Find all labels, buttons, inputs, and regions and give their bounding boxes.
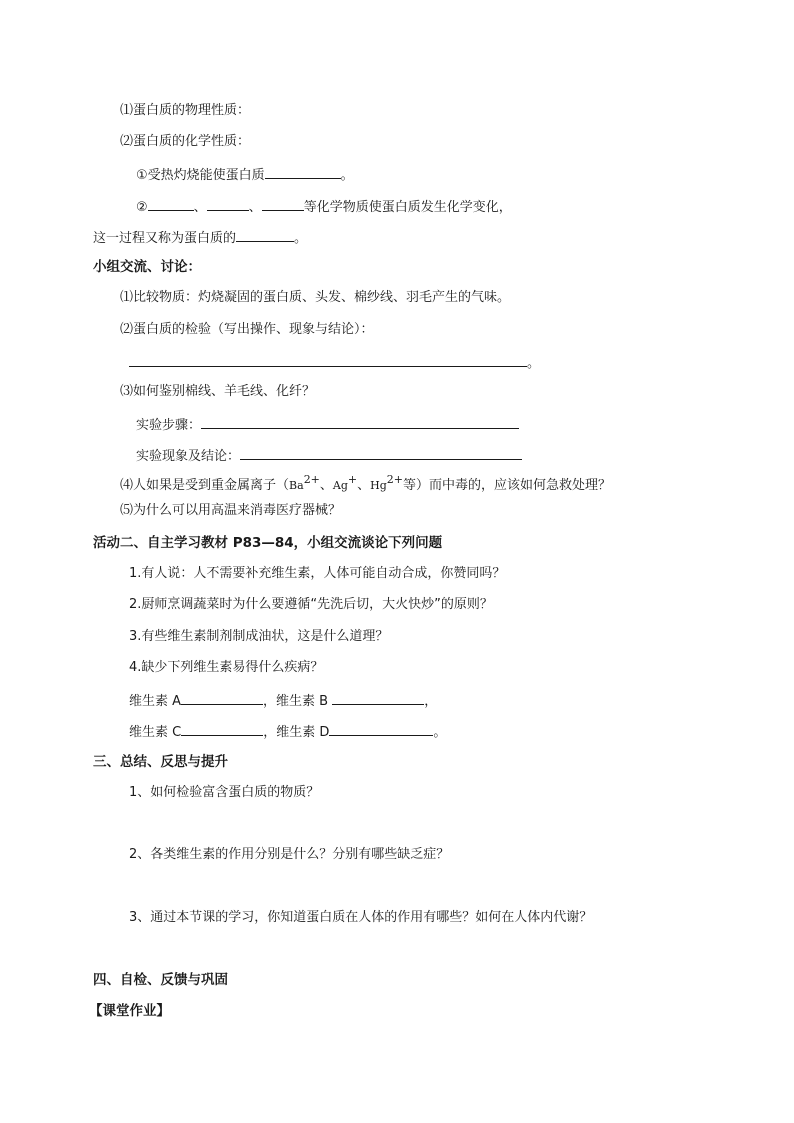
answer-blank[interactable]: [181, 691, 263, 705]
heat-denature-text: ①受热灼烧能使蛋白质: [136, 168, 265, 183]
chemical-change-text: 等化学物质使蛋白质发生化学变化，: [303, 200, 512, 215]
ion-charge: 2+: [303, 472, 320, 486]
answer-blank[interactable]: [265, 165, 341, 179]
chemical-change-line: [136, 197, 512, 216]
item-number: ②: [136, 200, 148, 215]
vitamin-c-label: 维生素 C: [129, 725, 182, 740]
answer-blank[interactable]: [332, 691, 424, 705]
group-question-5: [120, 503, 341, 519]
item-number: ⑴: [120, 290, 134, 305]
item-number: ⑸: [120, 503, 134, 518]
activity-question-4: 4.缺少下列维生素易得什么疾病？: [129, 660, 324, 675]
item-number: ⑴: [120, 103, 134, 118]
period: 。: [433, 725, 447, 740]
denaturation-line: [93, 228, 307, 247]
mercury-ion: Hg: [370, 479, 387, 492]
vitamin-d-label: ，维生素 D: [263, 725, 330, 740]
ion-charge: +: [347, 472, 358, 486]
separator: 、: [319, 478, 333, 493]
comma: ，: [424, 694, 438, 709]
answer-blank[interactable]: [329, 722, 433, 736]
separator: 、: [248, 200, 262, 215]
ion-charge: 2+: [386, 472, 404, 486]
protein-test-answer-line: [129, 353, 540, 372]
self-check-heading: 四、自检、反馈与巩固: [93, 972, 228, 988]
activity-question-1: 1.有人说：人不需要补充维生素，人体可能自动合成，你赞同吗？: [129, 566, 506, 581]
item-number: ⑶: [120, 384, 134, 399]
summary-heading: 三、总结、反思与提升: [93, 754, 228, 770]
period: 。: [294, 231, 308, 246]
answer-blank[interactable]: [207, 197, 249, 211]
experiment-result-label: 实验现象及结论：: [136, 449, 241, 464]
group-question-2: [120, 322, 374, 338]
heat-denature-line: [136, 165, 354, 184]
activity-question-2: 2.厨师烹调蔬菜时为什么要遵循“先洗后切，大火快炒”的原则？: [129, 597, 493, 612]
group-question-3: [120, 384, 315, 400]
group-question-1: [120, 290, 510, 306]
question-text: 蛋白质的检验（写出操作、现象与结论）：: [133, 322, 374, 337]
answer-blank[interactable]: [201, 415, 519, 429]
chemical-properties-label: 蛋白质的化学性质：: [133, 134, 251, 149]
vitamin-b-label: ，维生素 B: [263, 694, 329, 709]
activity-two-heading: 活动二、自主学习教材 P83—84，小组交流谈论下列问题: [93, 535, 443, 551]
experiment-result-line: [136, 446, 522, 465]
denaturation-text: 这一过程又称为蛋白质的: [93, 231, 237, 246]
separator: 、: [357, 478, 371, 493]
homework-heading: 【课堂作业】: [89, 1003, 170, 1019]
answer-blank[interactable]: [181, 722, 263, 736]
vitamin-ab-line: [129, 691, 437, 710]
question-text: 比较物质：灼烧凝固的蛋白质、头发、棉纱线、羽毛产生的气味。: [133, 290, 511, 305]
summary-question-1: 1、如何检验富含蛋白质的物质？: [129, 785, 320, 800]
answer-blank[interactable]: [129, 353, 527, 367]
answer-blank[interactable]: [262, 197, 304, 211]
experiment-steps-line: [136, 415, 519, 434]
activity-question-3: 3.有些维生素制剂制成油状，这是什么道理？: [129, 629, 389, 644]
question-text: 如何鉴别棉线、羊毛线、化纤？: [133, 384, 316, 399]
silver-ion: Ag: [332, 479, 348, 492]
item-number: ⑷: [120, 478, 134, 493]
group-discussion-heading: 小组交流、讨论：: [93, 259, 201, 275]
summary-question-2: 2、各类维生素的作用分别是什么？分别有哪些缺乏症？: [129, 847, 450, 862]
group-question-4: [120, 472, 612, 494]
answer-blank[interactable]: [240, 446, 522, 460]
physical-properties-label: 蛋白质的物理性质：: [133, 103, 251, 118]
item-number: ⑵: [120, 322, 134, 337]
answer-blank[interactable]: [148, 197, 194, 211]
vitamin-a-label: 维生素 A: [129, 694, 182, 709]
experiment-steps-label: 实验步骤：: [136, 418, 202, 433]
question-text: 人如果是受到重金属离子（: [133, 478, 290, 493]
period: 。: [340, 168, 354, 183]
barium-ion: Ba: [289, 479, 304, 492]
question-text: 为什么可以用高温来消毒医疗器械？: [133, 503, 342, 518]
vitamin-cd-line: [129, 722, 446, 741]
question-text: 等）而中毒的，应该如何急救处理？: [403, 478, 612, 493]
item-number: ⑵: [120, 134, 134, 149]
chemical-properties-line: [120, 134, 250, 150]
physical-properties-line: [120, 103, 250, 119]
summary-question-3: 3、通过本节课的学习，你知道蛋白质在人体的作用有哪些？如何在人体内代谢？: [129, 910, 593, 925]
separator: 、: [193, 200, 207, 215]
answer-blank[interactable]: [236, 228, 294, 242]
period: 。: [527, 356, 541, 371]
